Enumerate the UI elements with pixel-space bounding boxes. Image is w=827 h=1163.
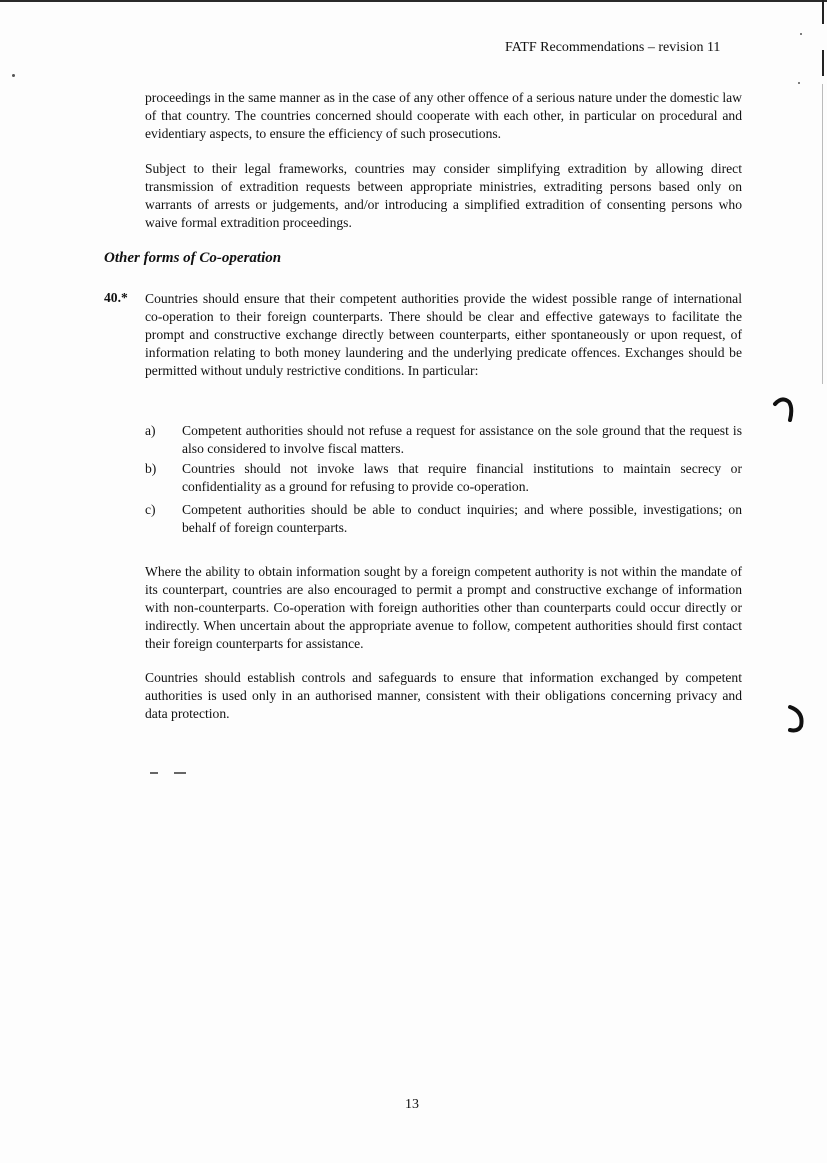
- recommendation-text: Countries should ensure that their competent authorities provide the widest possible range of international co-operation to their foreign counterparts. There should be clear and effective gateways to facilitate the prompt and constructive exchange directly between counterparts, either spontaneously or upon request, of information relating to both money laundering and the underlying predicate offences. Exchanges should be permitted without unduly restrictive conditions. In particular:: [145, 291, 742, 378]
- paragraph-safeguards: Countries should establish controls and safeguards to ensure that information exchanged by competent authorities is used only in an authorised manner, consistent with their obligations concerning privacy and data protection.: [145, 670, 742, 721]
- list-marker: b): [145, 461, 157, 476]
- running-header: FATF Recommendations – revision 11: [505, 40, 721, 55]
- punch-hole-mark-icon: [786, 704, 808, 734]
- list-marker: c): [145, 502, 156, 517]
- section-heading: Other forms of Co-operation: [104, 250, 282, 266]
- list-item-text: Competent authorities should be able to conduct inquiries; and where possible, investigations; on behalf of foreign counterparts.: [182, 502, 742, 535]
- recommendation-number: 40.*: [104, 290, 128, 305]
- punch-hole-mark-icon: [772, 396, 794, 424]
- scan-edge-right-mark: [822, 0, 824, 24]
- scan-speck: [12, 74, 15, 77]
- scan-edge-right-mark: [822, 50, 824, 76]
- scan-speck: [798, 82, 800, 84]
- scan-edge-top: [0, 0, 827, 2]
- scan-edge-right-line: [822, 84, 823, 384]
- list-marker: a): [145, 423, 156, 438]
- page-number: 13: [405, 1097, 419, 1112]
- list-item-text: Competent authorities should not refuse a request for assistance on the sole ground that the request is also considered to involve fiscal matters.: [182, 423, 742, 456]
- list-item-text: Countries should not invoke laws that require financial institutions to maintain secrecy or confidentiality as a ground for refusing to provide co-operation.: [182, 461, 742, 494]
- scan-smudge: [150, 772, 158, 774]
- paragraph-continuation: proceedings in the same manner as in the case of any other offence of a serious nature under the domestic law of that country. The countries concerned should cooperate with each other, in particular on procedural and evidentiary aspects, to ensure the efficiency of such prosecutions.: [145, 90, 742, 141]
- paragraph-non-counterparts: Where the ability to obtain information sought by a foreign competent authority is not within the mandate of its counterpart, countries are also encouraged to permit a prompt and constructive exchange of information with non-counterparts. Co-operation with foreign authorities other than counterparts could occur directly or indirectly. When uncertain about the appropriate avenue to follow, competent authorities should first contact their foreign counterparts for assistance.: [145, 564, 742, 651]
- paragraph-extradition: Subject to their legal frameworks, countries may consider simplifying extradition by allowing direct transmission of extradition requests between appropriate ministries, extraditing persons based only on warrants of arrests or judgements, and/or introducing a simplified extradition of consenting persons who waive formal extradition proceedings.: [145, 161, 742, 230]
- scan-speck: [800, 33, 802, 35]
- scan-smudge: [174, 772, 186, 774]
